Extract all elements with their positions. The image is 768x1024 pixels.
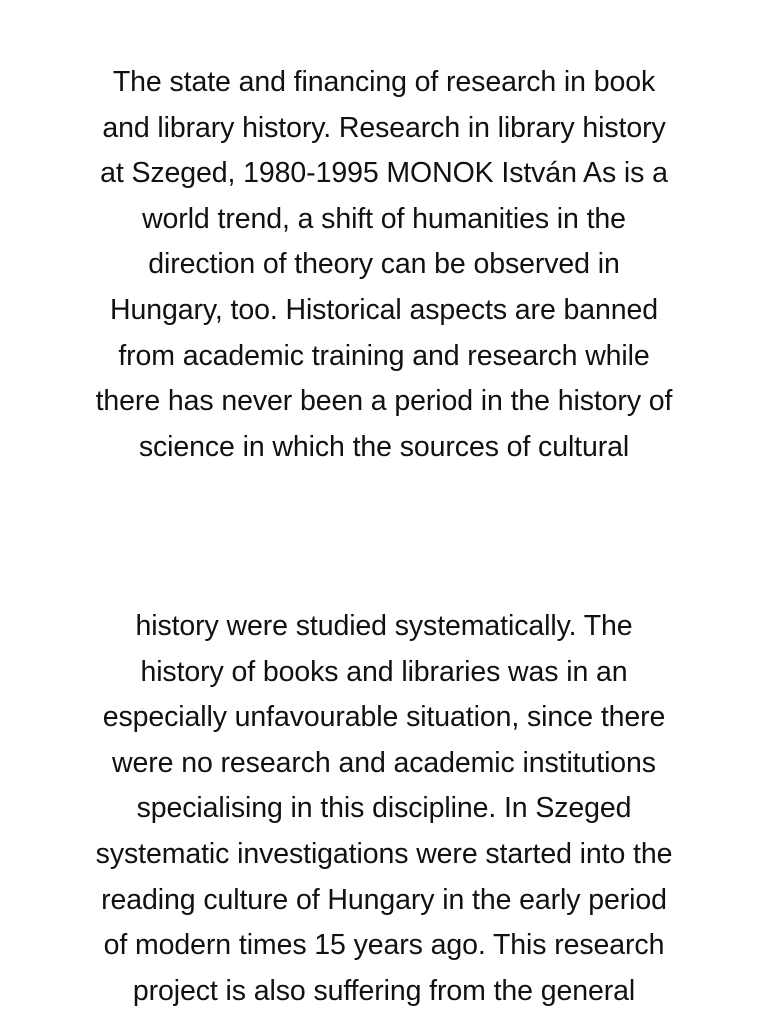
text-line: systematic investigations were started into the: [95, 837, 673, 870]
text-line: there has never been a period in the history of: [95, 385, 673, 418]
text-line: were no research and academic institutions: [112, 746, 656, 779]
text-line: of modern times 15 years ago. This research: [103, 929, 665, 962]
text-line: specialising in this discipline. In Szeged: [136, 792, 632, 825]
text-line: project is also suffering from the general: [132, 974, 636, 1007]
text-line: Hungary, too. Historical aspects are banned: [109, 293, 659, 326]
text-line: reading culture of Hungary in the early period: [101, 883, 667, 916]
text-line: The state and financing of research in book: [112, 66, 656, 98]
text-line: history were studied systematically. The: [135, 610, 633, 642]
text-line: from academic training and research while: [118, 339, 650, 372]
text-line: at Szeged, 1980-1995 MONOK István As is a: [100, 157, 668, 190]
text-line: especially unfavourable situation, since there: [102, 701, 666, 734]
text-line: and library history. Research in library history: [102, 111, 666, 144]
paragraph-block-2: [60, 604, 708, 1014]
paragraph-block-1: [60, 60, 708, 470]
text-line: direction of theory can be observed in: [148, 248, 620, 281]
text-line: history of books and libraries was in an: [140, 655, 628, 688]
text-line: world trend, a shift of humanities in the: [142, 202, 626, 235]
text-line: science in which the sources of cultural: [138, 430, 630, 463]
